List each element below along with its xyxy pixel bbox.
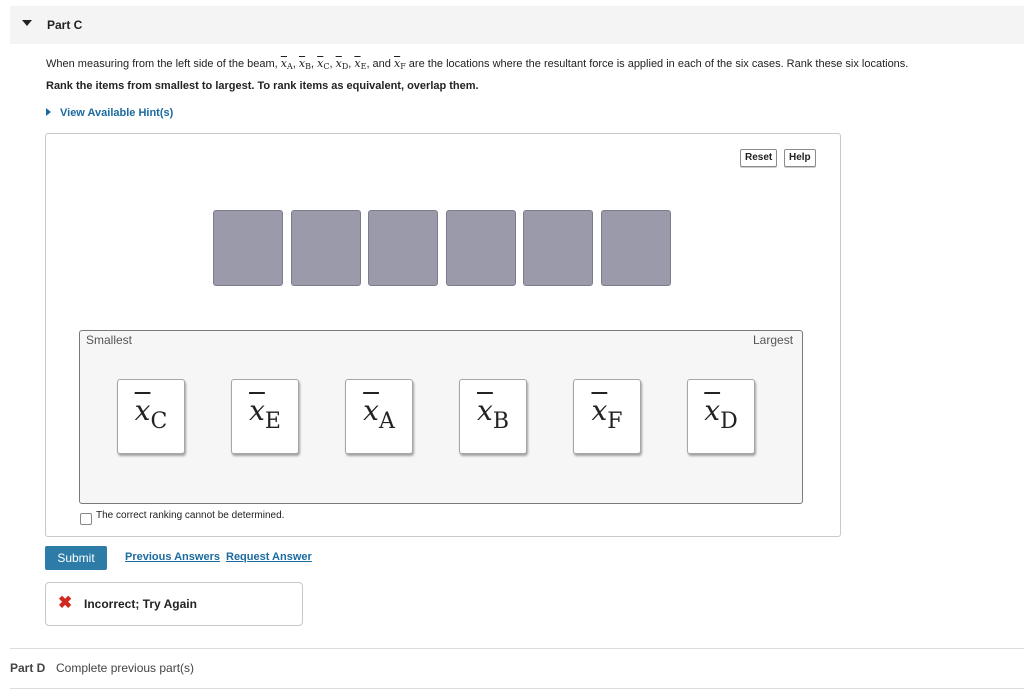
question-intro: When measuring from the left side of the beam, [46, 58, 281, 70]
tile-label: $\overline{x}_D$ [704, 394, 738, 434]
rank-tile-xc[interactable] [117, 379, 185, 454]
rank-tile-xa[interactable] [345, 379, 413, 454]
tile-label: $\overline{x}_A$ [363, 394, 395, 434]
tile-label: $\overline{x}_B$ [477, 394, 509, 434]
rank-tile-xd[interactable] [687, 379, 755, 454]
rank-tile-xb[interactable] [459, 379, 527, 454]
x-mark-icon: ✖ [58, 593, 73, 612]
empty-slot[interactable] [601, 210, 671, 286]
feedback-text: Incorrect; Try Again [84, 597, 197, 611]
request-answer-link[interactable]: Request Answer [226, 551, 312, 563]
submit-button[interactable]: Submit [45, 546, 107, 570]
var-d: $\overline{x}D$, [335, 57, 355, 71]
feedback-box [45, 582, 303, 626]
collapse-caret-icon[interactable] [22, 20, 32, 26]
var-b: $\overline{x}B$, [298, 57, 318, 71]
ranking-instruction: Rank the items from smallest to largest. To rank items as equivalent, overlap them. [46, 80, 479, 92]
empty-slot[interactable] [291, 210, 361, 286]
question-outro: are the locations where the resultant force is applied in each of the six cases. Rank these six locations. [405, 58, 909, 70]
var-e: $\overline{x}E$, and [354, 57, 394, 71]
divider [10, 648, 1024, 649]
tile-label: $\overline{x}_E$ [249, 394, 281, 434]
question-text [46, 57, 908, 70]
part-c-title: Part C [47, 18, 83, 32]
expand-caret-icon [46, 108, 51, 116]
empty-slot[interactable] [523, 210, 593, 286]
var-a: $\overline{x}A$, [280, 57, 299, 71]
var-c: $\overline{x}C$, [317, 57, 336, 71]
cannot-determine-checkbox[interactable] [80, 513, 92, 525]
smallest-label: Smallest [86, 333, 133, 347]
empty-slot[interactable] [368, 210, 438, 286]
largest-label: Largest [753, 333, 794, 347]
part-d-title: Part D [10, 661, 46, 675]
rank-tile-xf[interactable] [573, 379, 641, 454]
tile-label: $\overline{x}_F$ [591, 394, 623, 434]
empty-slot[interactable] [213, 210, 283, 286]
previous-answers-link[interactable]: Previous Answers [125, 551, 220, 563]
var-f: $\overline{x}F$ [393, 57, 406, 71]
rank-tile-xe[interactable] [231, 379, 299, 454]
empty-slot[interactable] [446, 210, 516, 286]
part-d-status: Complete previous part(s) [56, 661, 195, 675]
part-c-header[interactable] [10, 6, 1024, 44]
view-hints-link[interactable] [46, 107, 173, 119]
divider [10, 688, 1024, 689]
view-hints-label: View Available Hint(s) [60, 107, 174, 119]
tile-label: $\overline{x}_C$ [134, 394, 168, 434]
cannot-determine-label[interactable]: The correct ranking cannot be determined. [96, 510, 285, 521]
help-button[interactable]: Help [784, 149, 816, 167]
reset-button[interactable]: Reset [740, 149, 777, 167]
